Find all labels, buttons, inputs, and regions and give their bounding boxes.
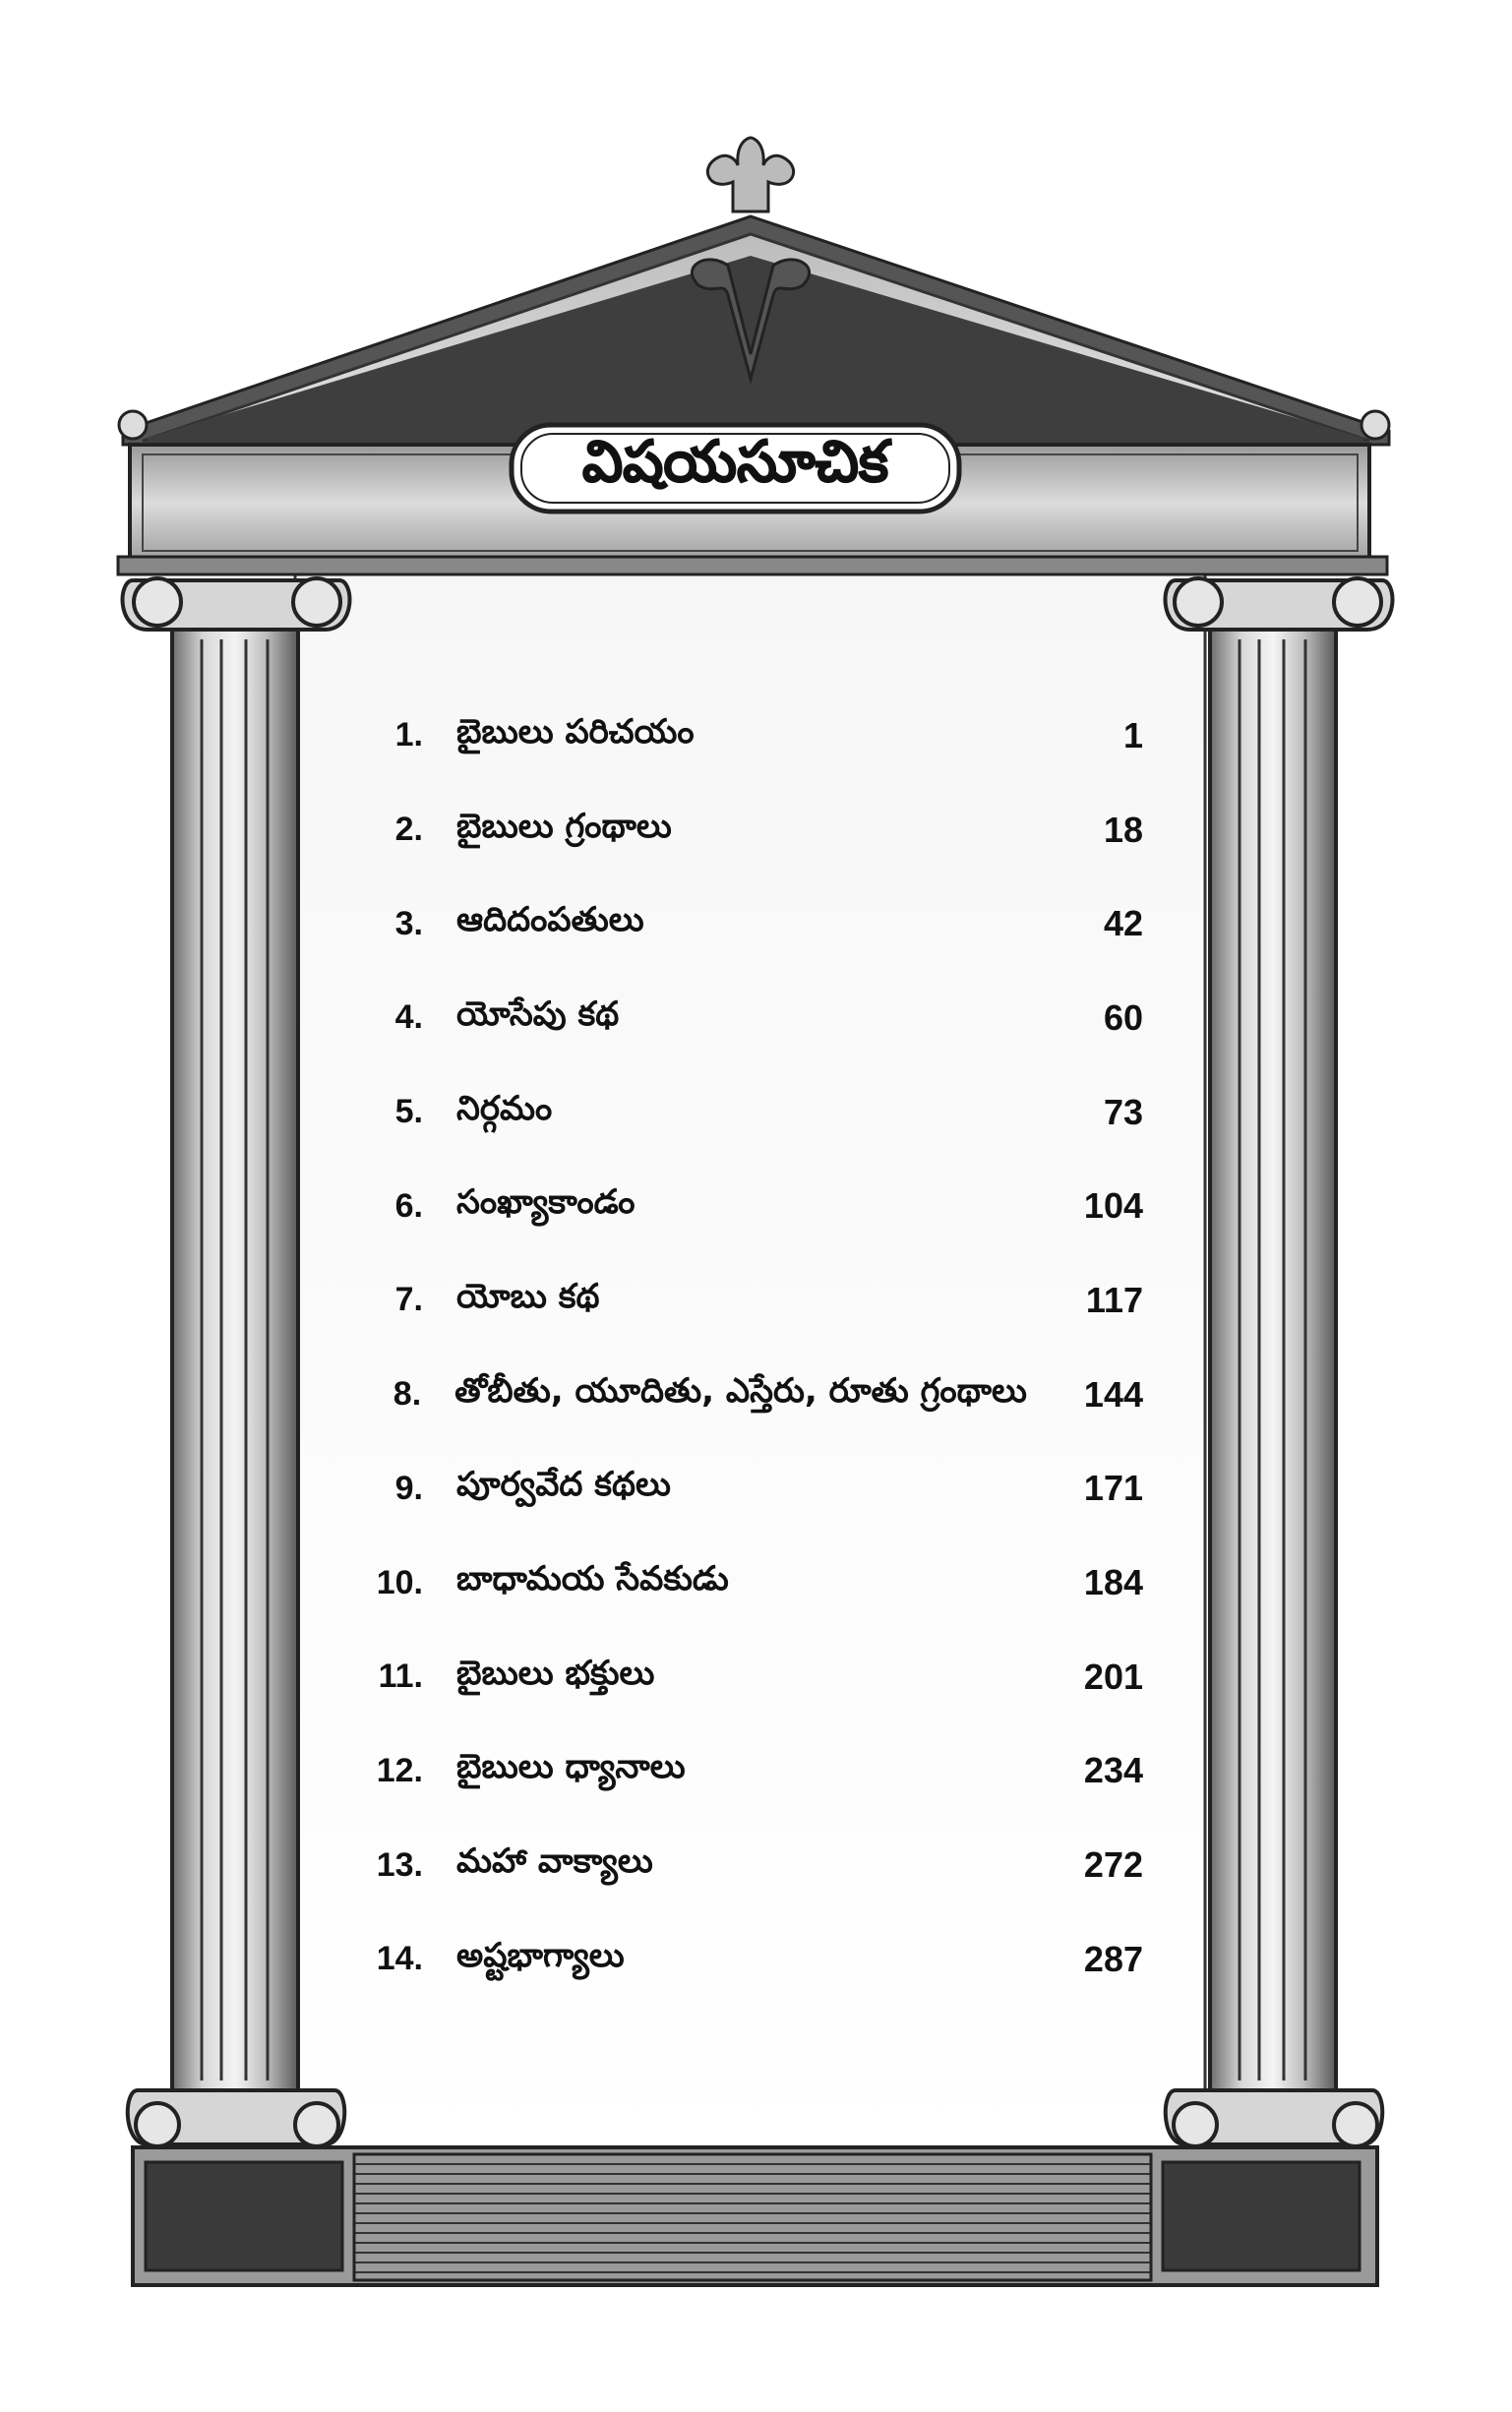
toc-entry-title: బైబులు గ్రంథాలు — [456, 806, 672, 846]
toc-entry-page: 201 — [1083, 1656, 1143, 1697]
toc-entry-number: 10. — [376, 1563, 423, 1601]
toc-entry-page: 184 — [1083, 1562, 1143, 1603]
toc-entry-title: పూర్వవేద కథలు — [456, 1465, 671, 1505]
toc-entry-number: 4. — [394, 998, 423, 1037]
toc-entry — [307, 1912, 1143, 2007]
toc-entry-title: తోబీతు, యూదితు, ఎస్తేరు, రూతు గ్రంథాలు — [454, 1370, 1027, 1411]
toc-entry-number: 11. — [378, 1658, 423, 1696]
toc-entry — [307, 1065, 1143, 1160]
toc-entry-title: యోబు కథ — [456, 1276, 600, 1316]
toc-entry — [307, 876, 1143, 971]
toc-entry-title: బైబులు భక్తులు — [456, 1653, 655, 1693]
toc-entry-page: 60 — [1103, 996, 1143, 1038]
toc-entry-title: సంఖ్యాకాండం — [456, 1182, 635, 1223]
toc-entry-page: 272 — [1083, 1844, 1143, 1886]
toc-entry-page: 104 — [1083, 1185, 1143, 1227]
temple-base — [133, 2147, 1377, 2285]
toc-entry-page: 117 — [1085, 1279, 1143, 1320]
toc-entry-page: 171 — [1083, 1468, 1143, 1509]
toc-entry — [307, 1442, 1143, 1537]
toc-entry-page: 287 — [1083, 1938, 1143, 1979]
page-title: విషయసూచిక — [581, 427, 889, 495]
toc-entry-page: 73 — [1103, 1091, 1143, 1132]
toc-entry — [307, 971, 1143, 1065]
toc-entry-page: 42 — [1103, 903, 1143, 944]
toc-entry-title: నిర్గమం — [456, 1088, 553, 1128]
toc-entry-page: 18 — [1103, 809, 1143, 850]
toc-entry-number: 5. — [394, 1093, 423, 1131]
toc-entry-title: బైబులు ధ్యానాలు — [456, 1747, 686, 1787]
toc-entry — [307, 783, 1143, 877]
toc-entry-number: 2. — [394, 811, 423, 849]
toc-entry-number: 3. — [394, 904, 423, 942]
toc-entry — [307, 1348, 1143, 1442]
toc-entry-number: 13. — [376, 1845, 423, 1884]
toc-entry-title: యోసేపు కథ — [456, 994, 620, 1034]
toc-entry-number: 1. — [394, 716, 423, 754]
toc-entry — [307, 1724, 1143, 1819]
toc-entry-number: 9. — [394, 1469, 423, 1507]
toc-entry — [307, 1253, 1143, 1348]
toc-entry-page: 234 — [1083, 1750, 1143, 1791]
toc-entry — [307, 1818, 1143, 1912]
toc-entry-title: బాధామయ సేవకుడు — [456, 1559, 729, 1599]
toc-entry-title: మహా వాక్యాలు — [456, 1841, 653, 1882]
toc-entry-page: 1 — [1122, 714, 1143, 755]
toc-entry-number: 12. — [376, 1751, 423, 1789]
toc-entry-number: 6. — [394, 1186, 423, 1225]
toc-entry-number: 14. — [376, 1940, 423, 1978]
toc-entry — [307, 1159, 1143, 1253]
toc-entry-number: 7. — [394, 1281, 423, 1319]
toc-entry-title: ఆదిదంపతులు — [456, 900, 644, 940]
toc-entry-page: 144 — [1083, 1373, 1143, 1415]
table-of-contents — [307, 689, 1143, 2007]
toc-entry — [307, 1536, 1143, 1630]
toc-entry-title: బైబులు పరిచయం — [456, 711, 695, 752]
toc-entry — [307, 1630, 1143, 1724]
toc-entry-title: అష్టభాగ్యాలు — [456, 1935, 625, 1975]
toc-entry-number: 8. — [393, 1375, 422, 1414]
toc-entry — [307, 689, 1143, 783]
